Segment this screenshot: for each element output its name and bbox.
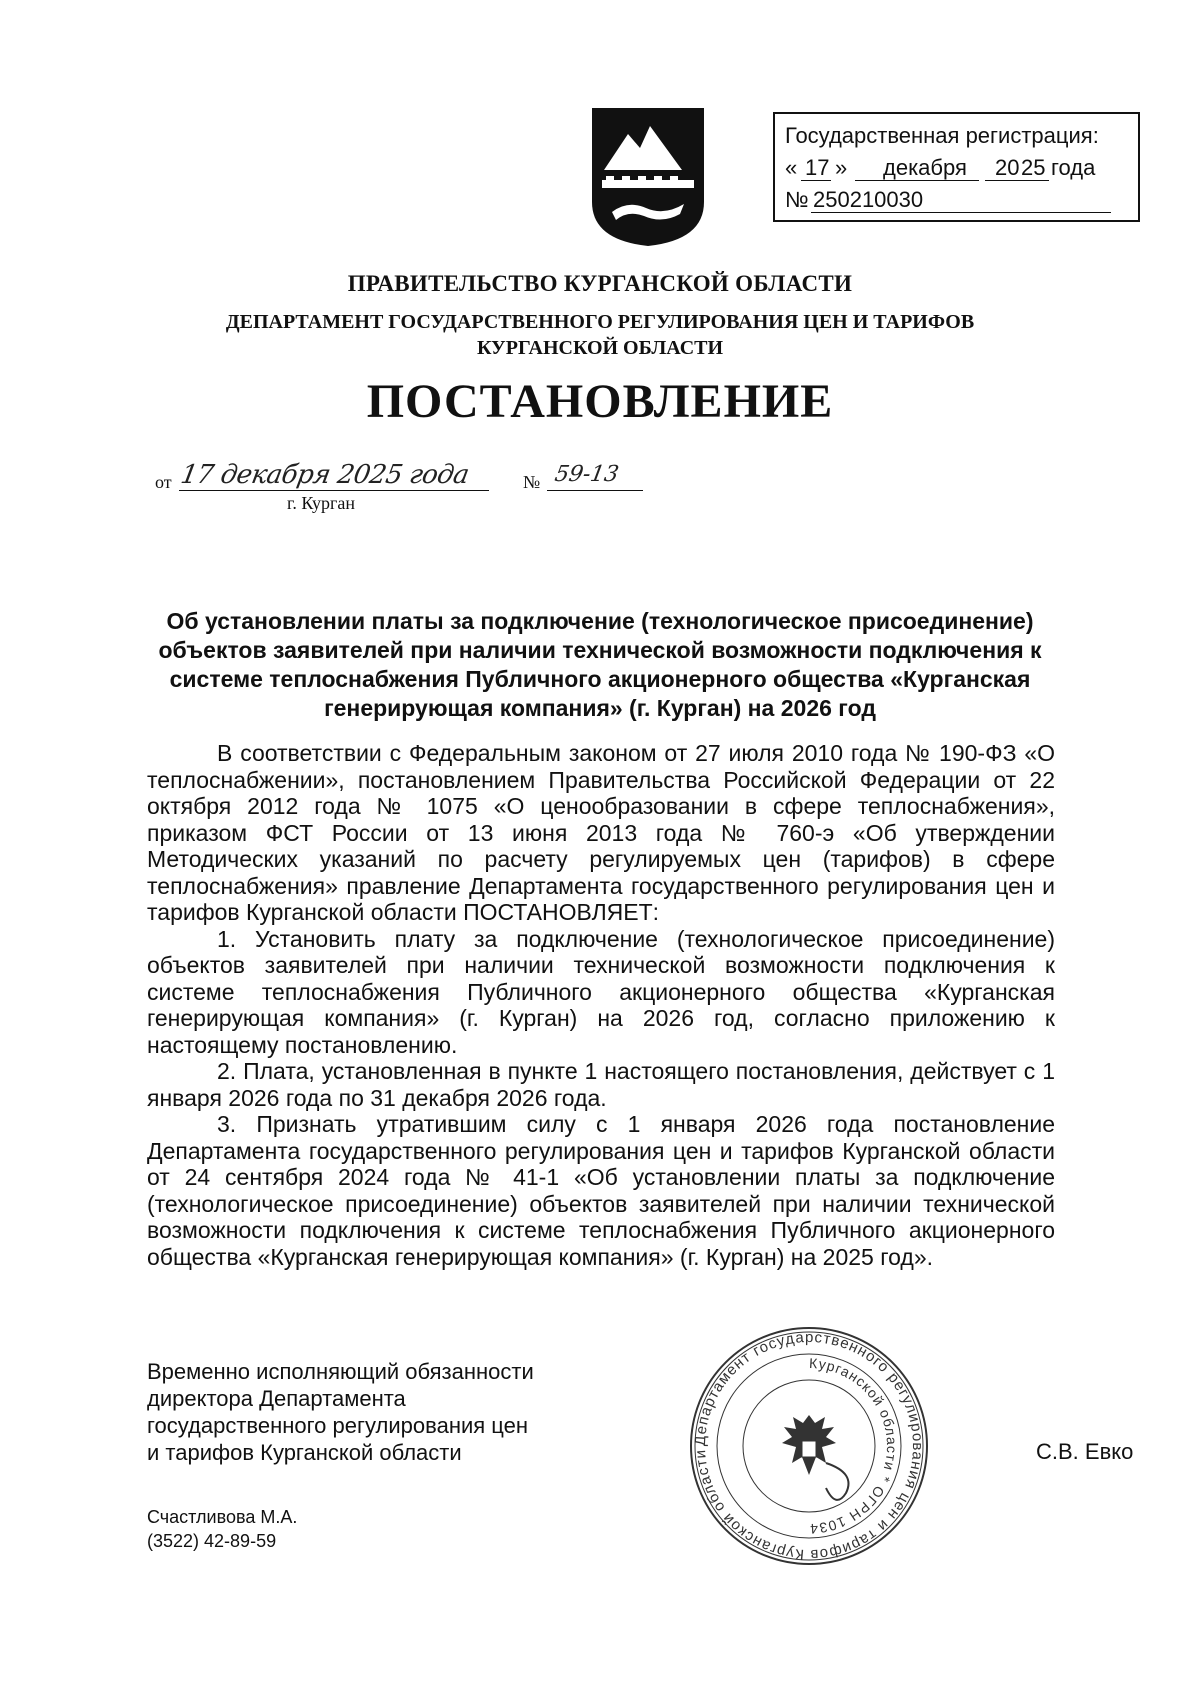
seal-inner-text: Курганской области * ОГРН 1034 bbox=[808, 1354, 901, 1538]
decree-number-label: № bbox=[523, 472, 541, 492]
signatory-position-line1: Временно исполняющий обязанности bbox=[147, 1359, 534, 1384]
registration-number: 250210030 bbox=[813, 187, 924, 212]
signatory-position bbox=[147, 1358, 534, 1466]
document-title: Об установлении платы за подключение (технологическое присоединение) объектов заявителей при наличии технической возможности подключения к системе теплоснабжения Публичного акционерного общества «Курганская генерирующая компания» (г. Курган) на 2026 год bbox=[158, 608, 1042, 721]
signatory-name: С.В. Евко bbox=[1036, 1439, 1134, 1464]
registration-day-open-quote: « bbox=[785, 155, 798, 180]
registration-date-row bbox=[785, 152, 1128, 184]
signatory-position-line4: и тарифов Курганской области bbox=[147, 1440, 462, 1465]
seal-outer-text: Департамент государственного регулирования цен и тарифов Курганской области bbox=[691, 1328, 927, 1564]
body-item-1: 1. Установить плату за подключение (технологическое присоединение) объектов заявителей при наличии технической возможности подключения к системе теплоснабжения Публичного акционерного общества «Курганская генерирующая компания» (г. Курган) на 2026 год, согласно приложению к настоящему постановлению. bbox=[147, 925, 1055, 1058]
document-type-heading: ПОСТАНОВЛЕНИЕ bbox=[366, 375, 834, 428]
registration-year-word: года bbox=[1051, 155, 1096, 180]
body-item-2: 2. Плата, установленная в пункте 1 настоящего постановления, действует с 1 января 2026 года по 31 декабря 2026 года. bbox=[147, 1058, 1055, 1111]
registration-year-suffix: 25 bbox=[1021, 155, 1046, 180]
registration-day: 17 bbox=[805, 155, 830, 180]
registration-day-close-quote: » bbox=[835, 155, 848, 180]
registration-year-prefix: 20 bbox=[995, 155, 1020, 180]
city-label: г. Курган bbox=[287, 493, 356, 513]
registration-number-row bbox=[785, 184, 1128, 216]
coat-of-arms-emblem bbox=[588, 104, 708, 248]
body-preamble: В соответствии с Федеральным законом от 27 июля 2010 года № 190-ФЗ «О теплоснабжении», постановлением Правительства Российской Федерации от 22 октября 2012 года № 1075 «О ценообразовании в сфере теплоснабжения», приказом ФСТ России от 13 июня 2013 года № 760-э «Об утверждении Методических указаний по расчету регулируемых цен (тарифов) в сфере теплоснабжения» правление Департамента государственного регулирования цен и тарифов Курганской области ПОСТАНОВЛЯЕТ: bbox=[147, 740, 1055, 925]
department-heading-line2: КУРГАНСКОЙ ОБЛАСТИ bbox=[476, 337, 724, 359]
signatory-position-line2: директора Департамента bbox=[147, 1386, 406, 1411]
date-number-line bbox=[155, 460, 655, 510]
document-body bbox=[147, 740, 1055, 1270]
date-from-label: от bbox=[155, 472, 172, 492]
double-headed-eagle-icon bbox=[782, 1415, 836, 1475]
handwritten-date: 17 декабря 2025 года bbox=[178, 460, 472, 490]
registration-month: декабря bbox=[883, 155, 967, 180]
official-seal bbox=[686, 1323, 932, 1569]
handwritten-decree-number: 59-13 bbox=[552, 462, 621, 487]
government-heading: ПРАВИТЕЛЬСТВО КУРГАНСКОЙ ОБЛАСТИ bbox=[347, 271, 853, 296]
executor-name: Счастливова М.А. bbox=[147, 1507, 298, 1527]
registration-number-label: № bbox=[785, 187, 809, 212]
registration-box bbox=[773, 112, 1140, 222]
executor-phone: (3522) 42-89-59 bbox=[147, 1531, 277, 1551]
signatory-position-line3: государственного регулирования цен bbox=[147, 1413, 529, 1438]
registration-title: Государственная регистрация: bbox=[785, 123, 1099, 148]
body-item-3: 3. Признать утратившим силу с 1 января 2026 года постановление Департамента государственного регулирования цен и тарифов Курганской области от 24 сентября 2024 года № 41-1 «Об установлении платы за подключение (технологическое присоединение) объектов заявителей при наличии технической возможности подключения к системе теплоснабжения Публичного акционерного общества «Курганская генерирующая компания» (г. Курган) на 2025 год». bbox=[147, 1111, 1055, 1270]
department-heading-line1: ДЕПАРТАМЕНТ ГОСУДАРСТВЕННОГО РЕГУЛИРОВАНИЯ ЦЕН И ТАРИФОВ bbox=[225, 311, 975, 333]
executor-contact bbox=[147, 1505, 297, 1553]
